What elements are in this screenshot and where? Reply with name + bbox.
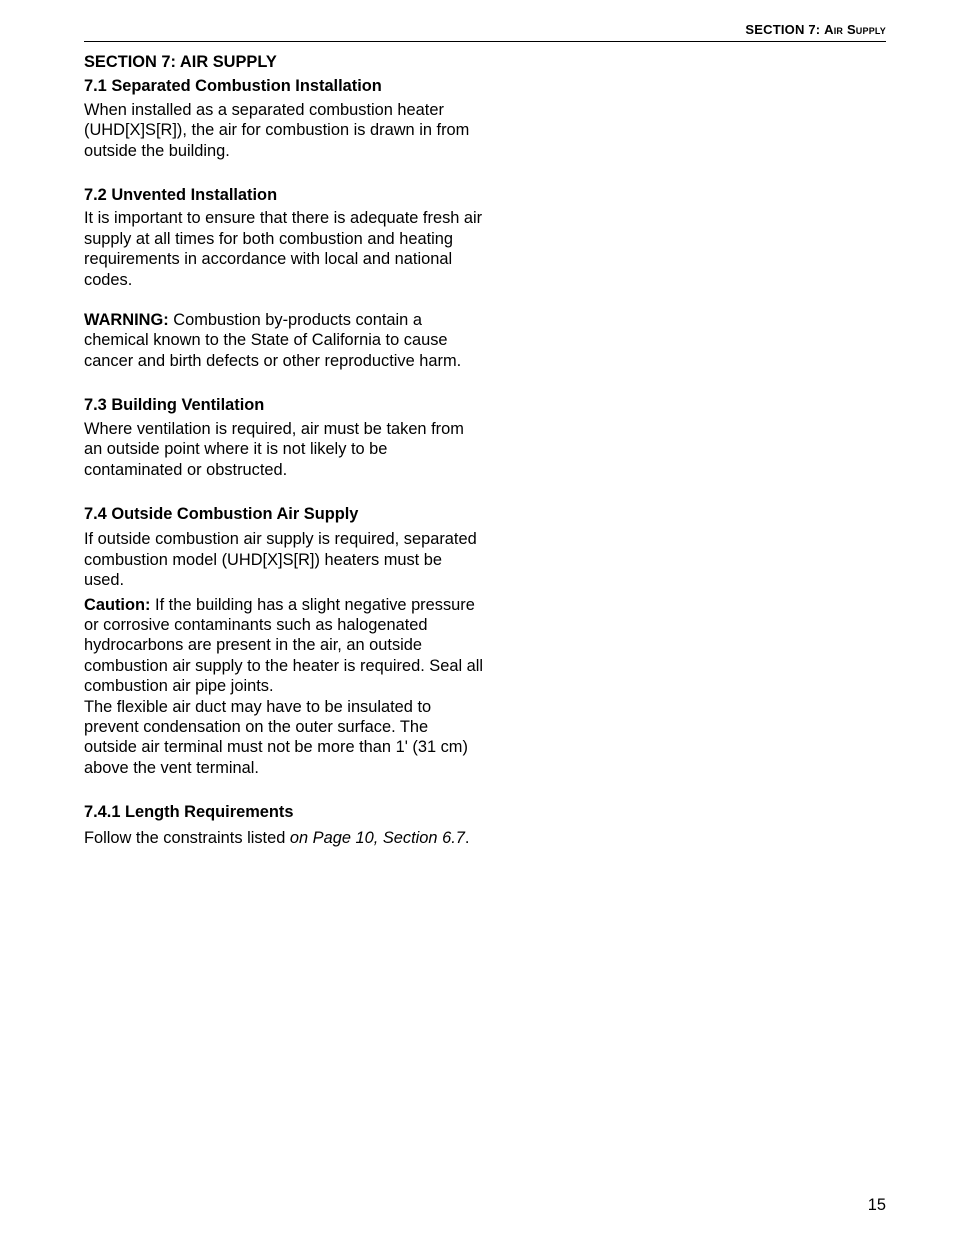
heading-7-4: 7.4 Outside Combustion Air Supply <box>84 504 359 523</box>
section-title: SECTION 7: AIR SUPPLY <box>84 53 277 71</box>
caution-text: If the building has a slight negative pressure or corrosive contaminants such as halogenated hydrocarbons are present in the air, an outside combustion air supply to the heater is required. Seal all combustion air pipe joints. <box>84 595 484 696</box>
page-number: 15 <box>867 1196 886 1214</box>
heading-7-1: 7.1 Separated Combustion Installation <box>84 77 382 96</box>
heading-7-2: 7.2 Unvented Installation <box>84 186 278 205</box>
heading-7-4-1: 7.4.1 Length Requirements <box>84 803 294 822</box>
running-header-title: Air Supply <box>824 22 886 37</box>
paragraph-7-1: When installed as a separated combustion heater (UHD[X]S[R]), the air for combustion is drawn in from outside the building. <box>84 100 470 160</box>
length-body-prefix: Follow the constraints listed <box>84 828 290 847</box>
warning-paragraph <box>84 310 484 371</box>
paragraph-7-2: It is important to ensure that there is adequate fresh air supply at all times for both combustion and heating requirements in accordance with local and national codes. <box>84 209 483 289</box>
heading-7-3: 7.3 Building Ventilation <box>84 396 265 415</box>
paragraph-7-3: Where ventilation is required, air must be taken from an outside point where it is not likely to be contaminated or obstructed. <box>84 419 464 479</box>
warning-text: Combustion by-products contain a chemical known to the State of California to cause cancer and birth defects or other reproductive harm. <box>84 311 462 370</box>
main-column <box>84 52 484 848</box>
warning-label: WARNING: <box>84 311 169 330</box>
running-header <box>745 22 886 37</box>
paragraph-7-4: If outside combustion air supply is required, separated combustion model (UHD[X]S[R]) heaters must be used. <box>84 530 477 590</box>
length-body-suffix: . <box>464 828 470 847</box>
running-header-prefix: SECTION 7: <box>745 22 825 37</box>
paragraph-7-4-1 <box>84 828 484 848</box>
header-rule <box>84 41 886 42</box>
caution-paragraph <box>84 595 484 697</box>
page-reference: on Page 10, Section 6.7 <box>289 828 465 847</box>
duct-paragraph: The flexible air duct may have to be insulated to prevent condensation on the outer surface. The outside air terminal must not be more than 1' (31 cm) above the vent terminal. <box>84 697 468 777</box>
caution-label: Caution: <box>84 595 151 614</box>
